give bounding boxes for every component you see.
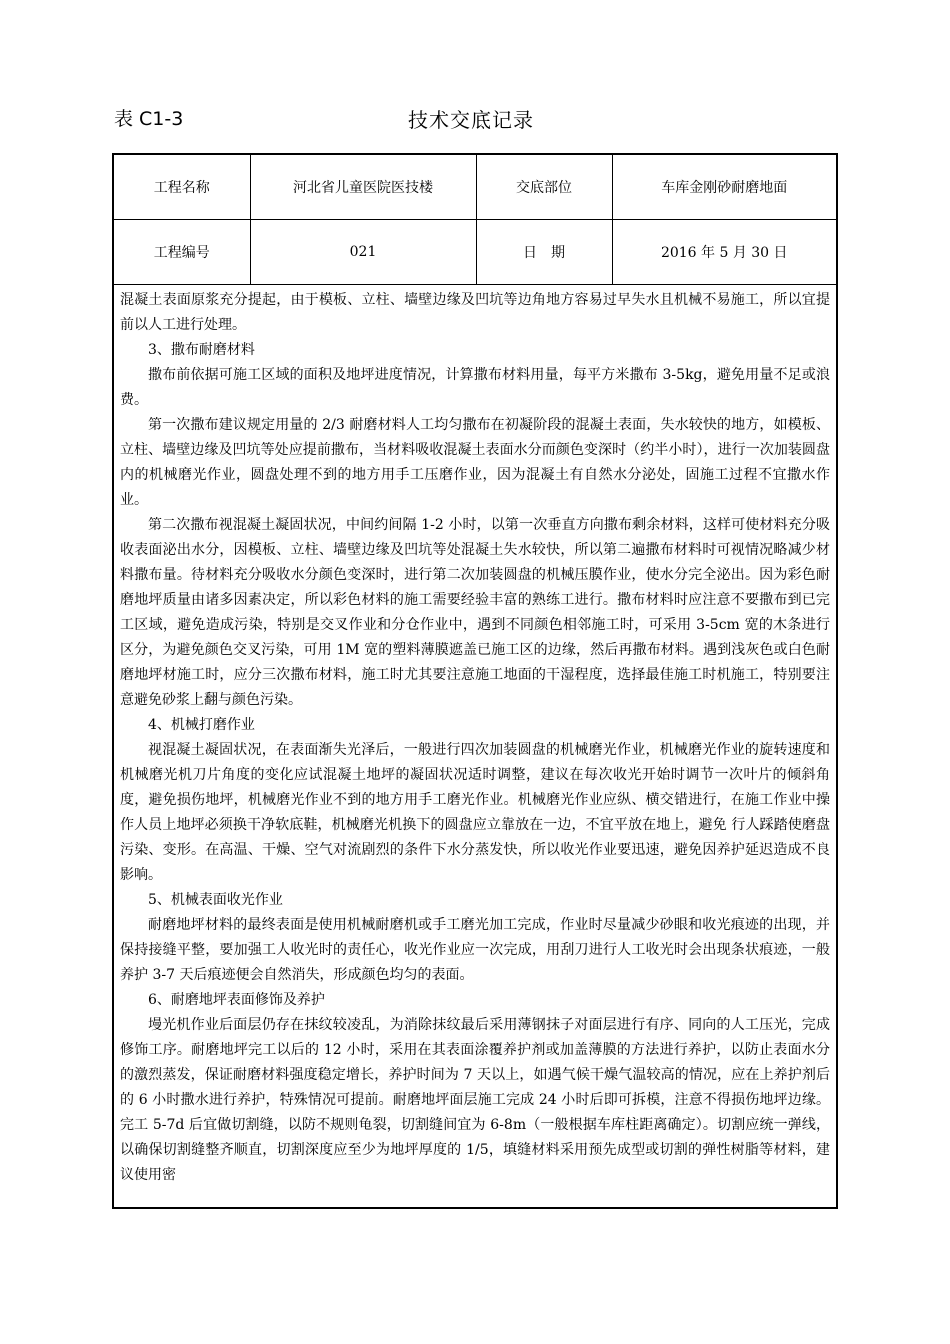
document-title: 技术交底记录: [408, 108, 534, 132]
section-heading-3: 3、撒布耐磨材料: [148, 342, 255, 358]
paragraph: 耐磨地坪材料的最终表面是使用机械耐磨机或手工磨光加工完成，作业时尽量减少砂眼和收光痕迹的出现，并保持接缝平整，要加强工人收光时的责任心，收光作业应一次完成，用刮刀进行人工收光时会出现条状痕迹，一般养护 3-7 天后痕迹便会自然消失，形成颜色均匀的表面。: [120, 917, 830, 983]
info-row-2: [114, 220, 836, 285]
paragraph: 混凝土表面原浆充分提起，由于模板、立柱、墙壁边缘及凹坑等边角地方容易过早失水且机械不易施工，所以宜提前以人工进行处理。: [120, 292, 830, 333]
paragraph: 第二次撒布视混凝土凝固状况，中间约间隔 1-2 小时，以第一次垂直方向撒布剩余材料，这样可使材料充分吸收表面泌出水分，因模板、立柱、墙壁边缘及凹坑等处混凝土失水较快，所以第二遍撒布材料时可视情况略减少材料撒布量。待材料充分吸收水分颜色变深时，进行第二次加装圆盘的机械压膜作业，使水分完全泌出。因为彩色耐磨地坪质量由诸多因素决定，所以彩色材料的施工需要经验丰富的熟练工进行。撒布材料时应注意不要撒布到已完工区域，避免造成污染，特别是交叉作业和分仓作业中，遇到不同颜色相邻施工时，可采用 3-5cm 宽的木条进行区分，为避免颜色交叉污染，可用 1M 宽的塑料薄膜遮盖已施工区的边缘，然后再撒布材料。遇到浅灰色或白色耐磨地坪材施工时，应分三次撒布材料，施工时尤其要注意施工地面的干湿程度，选择最佳施工时机施工，特别要注意避免砂浆上翻与颜色污染。: [120, 517, 830, 708]
date-label: 日 期: [476, 220, 612, 285]
section-heading-5: 5、机械表面收光作业: [148, 892, 283, 908]
info-row-1: [114, 155, 836, 220]
project-info-table: [114, 155, 836, 285]
disclosure-part-value: 车库金刚砂耐磨地面: [612, 155, 836, 220]
section-heading-4: 4、机械打磨作业: [148, 717, 255, 733]
disclosure-part-label: 交底部位: [476, 155, 612, 220]
record-sheet: [112, 153, 838, 1209]
paragraph: 第一次撒布建议规定用量的 2/3 耐磨材料人工均匀撒布在初凝阶段的混凝土表面，失水较快的地方，如模板、立柱、墙壁边缘及凹坑等处应提前撒布，当材料吸收混凝土表面水分而颜色变深时（约半小时），进行一次加装圆盘内的机械磨光作业，圆盘处理不到的地方用手工压磨作业，因为混凝土有自然水分泌处，固施工过程不宜撒水作业。: [120, 417, 830, 508]
section-heading-6: 6、耐磨地坪表面修饰及养护: [148, 992, 325, 1008]
paragraph: 撒布前依据可施工区域的面积及地坪进度情况，计算撒布材料用量，每平方米撒布 3-5kg，避免用量不足或浪费。: [120, 367, 830, 408]
disclosure-content: [114, 285, 836, 1188]
paragraph: 墁光机作业后面层仍存在抹纹较凌乱，为消除抹纹最后采用薄钢抹子对面层进行有序、同向的人工压光，完成修饰工序。耐磨地坪完工以后的 12 小时，采用在其表面涂覆养护剂或加盖薄膜的方法进行养护，以防止表面水分的激烈蒸发，保证耐磨材料强度稳定增长，养护时间为 7 天以上，如遇气候干燥气温较高的情况，应在上养护剂后的 6 小时撒水进行养护，特殊情况可提前。耐磨地坪面层施工完成 24 小时后即可拆模，注意不得损伤地坪边缘。完工 5-7d 后宜做切割缝，以防不规则龟裂，切割缝间宜为 6-8m（一般根据车库柱距离确定）。切割应统一弹线，以确保切割缝整齐顺直，切割深度应至少为地坪厚度的 1/5，填缝材料采用预先成型或切割的弹性树脂等材料，建议使用密: [120, 1017, 830, 1183]
date-value: 2016 年 5 月 30 日: [612, 220, 836, 285]
paragraph: 视混凝土凝固状况，在表面渐失光泽后，一般进行四次加装圆盘的机械磨光作业，机械磨光作业的旋转速度和机械磨光机刀片角度的变化应试混凝土地坪的凝固状况适时调整，建议在每次收光开始时调节一次叶片的倾斜角度，避免损伤地坪，机械磨光作业不到的地方用手工磨光作业。机械磨光作业应纵、横交错进行，在施工作业中操作人员上地坪必须换干净软底鞋，机械磨光机换下的圆盘应立靠放在一边，不宜平放在地上，避免 行人踩踏使磨盘污染、变形。在高温、干燥、空气对流剧烈的条件下水分蒸发快，所以收光作业要迅速，避免因养护延迟造成不良影响。: [120, 742, 830, 883]
project-number-label: 工程编号: [114, 220, 250, 285]
form-code: 表 C1-3: [114, 108, 184, 130]
project-name-label: 工程名称: [114, 155, 250, 220]
project-number-value: 021: [250, 220, 476, 285]
project-name-value: 河北省儿童医院医技楼: [250, 155, 476, 220]
